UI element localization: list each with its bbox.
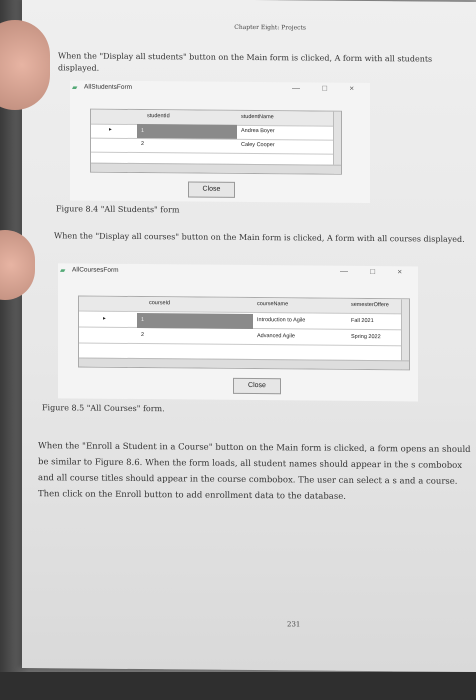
col-header-studentname[interactable]: studentName [241,113,274,121]
all-students-window [70,80,370,203]
cell-student-name[interactable]: Andrea Boyer [241,127,275,135]
courses-grid[interactable] [78,296,410,371]
all-courses-window [58,263,418,401]
courses-window-title: AllCoursesForm [72,266,119,274]
vertical-scrollbar[interactable] [401,299,409,369]
figure-caption-8-4: Figure 8.4 "All Students" form [56,204,180,215]
cell-course-semester[interactable]: Fall 2021 [351,317,374,325]
table-row[interactable] [79,329,409,347]
background-shadow [0,672,476,700]
cell-student-name[interactable]: Caley Cooper [241,141,275,149]
col-header-coursename[interactable]: courseName [257,301,289,308]
horizontal-scrollbar[interactable] [91,163,341,174]
figure-caption-8-5: Figure 8.5 "All Courses" form. [42,403,165,414]
table-row[interactable] [79,313,409,331]
table-row[interactable] [91,138,341,155]
students-titlebar [70,80,370,97]
close-button[interactable]: Close [233,378,281,394]
horizontal-scrollbar[interactable] [79,358,409,370]
book-page [22,0,476,672]
cell-course-name[interactable]: Advanced Agile [257,333,295,340]
cell-course-name[interactable]: Introduction to Agile [257,317,306,324]
window-controls[interactable]: — □ × [340,266,412,277]
courses-titlebar [58,263,418,280]
finger [0,20,50,110]
form-icon: ▰ [72,84,78,92]
close-button[interactable]: Close [188,181,235,197]
paragraph-courses: When the "Display all courses" button on the Main form is clicked, A form with all courses displayed. [54,231,465,244]
students-window-title: AllStudentsForm [84,83,133,91]
cell-course-id[interactable]: 1 [137,313,253,329]
cell-course-semester[interactable]: Spring 2022 [351,333,381,341]
window-controls[interactable]: — □ × [292,83,364,94]
page-number: 231 [287,620,301,629]
paragraph-students: When the "Display all students" button on the Main form is clicked, A form with all students displayed. [58,51,433,73]
col-header-studentid[interactable]: studentId [147,113,170,120]
paragraph-enroll: When the "Enroll a Student in a Course" button on the Main form is clicked, a form opens an should be similar to Figure 8.6. When the form loads, all student names should appear in the s combobox and all course titles should appear in the course combobox. The user can select a s and a course. Then click on the Enroll button to add enrollment data to the database. [38,441,471,502]
col-header-semester[interactable]: semesterOffere [351,301,389,309]
grid-header-row [79,297,409,315]
form-icon: ▰ [60,267,66,275]
chapter-header: Chapter Eight: Projects [234,23,306,32]
col-header-courseid[interactable]: courseId [149,300,171,307]
cell-student-id[interactable]: 1 [137,124,237,139]
cell-course-id[interactable]: 2 [141,332,145,339]
students-grid[interactable] [90,109,342,175]
cell-student-id[interactable]: 2 [141,141,145,148]
row-marker: ▸ [109,126,112,133]
row-marker: ▸ [103,315,106,322]
